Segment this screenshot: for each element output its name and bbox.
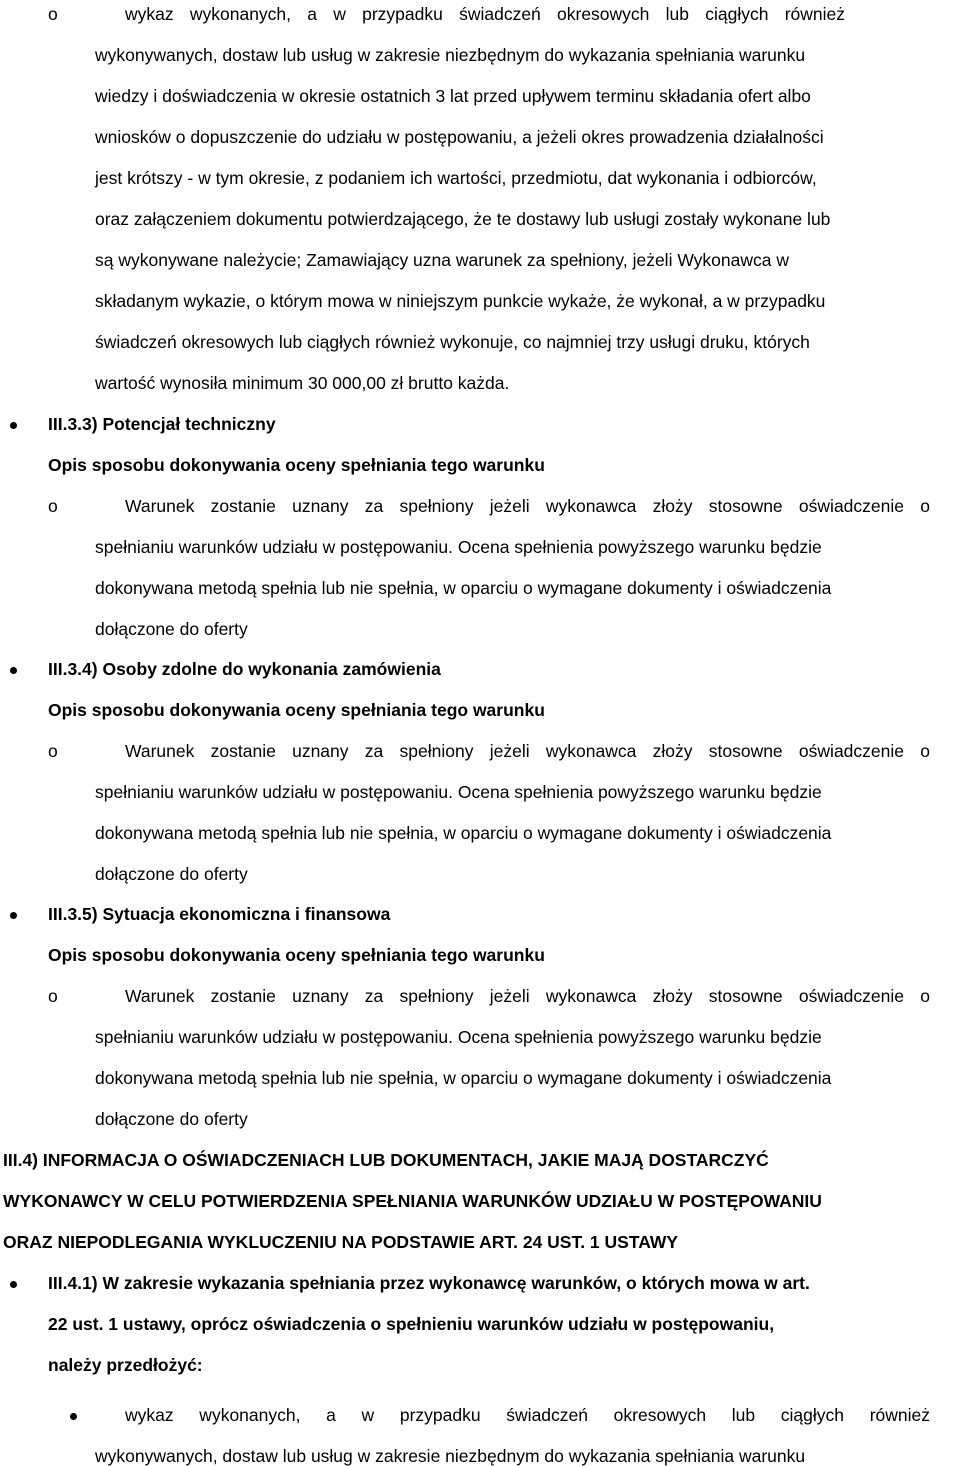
list-marker: o bbox=[48, 741, 58, 761]
point-heading: III.4.1) W zakresie wykazania spełniania przez wykonawcę warunków, o których mowa w art. bbox=[48, 1273, 810, 1293]
intro-line: wniosków o dopuszczenie do udziału w postępowaniu, a jeżeli okres prowadzenia działalności bbox=[95, 127, 824, 147]
intro-line: wartość wynosiła minimum 30 000,00 zł brutto każda. bbox=[95, 373, 510, 393]
section-line: Warunek zostanie uznany za spełniony jeżeli wykonawca złoży stosowne oświadczenie o bbox=[125, 496, 930, 516]
section-subheading: Opis sposobu dokonywania oceny spełniania tego warunku bbox=[48, 700, 545, 720]
bullet-icon bbox=[70, 1413, 77, 1420]
bullet-icon bbox=[10, 912, 17, 919]
list-line: wykonywanych, dostaw lub usług w zakresie niezbędnym do wykazania spełniania warunku bbox=[95, 1446, 806, 1466]
intro-line: wykaz wykonanych, a w przypadku świadczeń okresowych lub ciągłych również bbox=[125, 4, 845, 24]
intro-line: oraz załączeniem dokumentu potwierdzającego, że te dostawy lub usługi zostały wykonane lub bbox=[95, 209, 831, 229]
section-heading: ORAZ NIEPODLEGANIA WYKLUCZENIU NA PODSTAWIE ART. 24 UST. 1 USTAWY bbox=[3, 1232, 679, 1252]
section-line: dokonywana metodą spełnia lub nie spełnia, w oparciu o wymagane dokumenty i oświadczenia bbox=[95, 578, 832, 598]
intro-line: są wykonywane należycie; Zamawiający uzna warunek za spełniony, jeżeli Wykonawca w bbox=[95, 250, 790, 270]
section-line: spełnianiu warunków udziału w postępowaniu. Ocena spełnienia powyższego warunku będzie bbox=[95, 537, 822, 557]
section-line: dołączone do oferty bbox=[95, 1109, 248, 1129]
list-marker: o bbox=[48, 986, 58, 1006]
section-line: spełnianiu warunków udziału w postępowaniu. Ocena spełnienia powyższego warunku będzie bbox=[95, 1027, 822, 1047]
intro-line: wiedzy i doświadczenia w okresie ostatnich 3 lat przed upływem terminu składania ofert albo bbox=[95, 86, 811, 106]
bullet-icon bbox=[10, 1281, 17, 1288]
intro-line: składanym wykazie, o którym mowa w niniejszym punkcie wykaże, że wykonał, a w przypadku bbox=[95, 291, 826, 311]
intro-line: jest krótszy - w tym okresie, z podaniem ich wartości, przedmiotu, dat wykonania i odbiorców, bbox=[95, 168, 817, 188]
section-heading: WYKONAWCY W CELU POTWIERDZENIA SPEŁNIANIA WARUNKÓW UDZIAŁU W POSTĘPOWANIU bbox=[3, 1191, 822, 1211]
point-heading: należy przedłożyć: bbox=[48, 1355, 203, 1375]
list-marker: o bbox=[48, 496, 58, 516]
section-subheading: Opis sposobu dokonywania oceny spełniania tego warunku bbox=[48, 945, 545, 965]
point-heading: 22 ust. 1 ustawy, oprócz oświadczenia o spełnieniu warunków udziału w postępowaniu, bbox=[48, 1314, 775, 1334]
bullet-icon bbox=[10, 422, 17, 429]
section-line: dołączone do oferty bbox=[95, 619, 248, 639]
section-line: dokonywana metodą spełnia lub nie spełnia, w oparciu o wymagane dokumenty i oświadczenia bbox=[95, 823, 832, 843]
section-line: spełnianiu warunków udziału w postępowaniu. Ocena spełnienia powyższego warunku będzie bbox=[95, 782, 822, 802]
section-heading: III.4) INFORMACJA O OŚWIADCZENIACH LUB DOKUMENTACH, JAKIE MAJĄ DOSTARCZYĆ bbox=[3, 1150, 769, 1170]
list-line: wykaz wykonanych, a w przypadku świadczeń okresowych lub ciągłych również bbox=[125, 1405, 930, 1425]
section-line: dokonywana metodą spełnia lub nie spełnia, w oparciu o wymagane dokumenty i oświadczenia bbox=[95, 1068, 832, 1088]
section-line: Warunek zostanie uznany za spełniony jeżeli wykonawca złoży stosowne oświadczenie o bbox=[125, 741, 930, 761]
bullet-icon bbox=[10, 667, 17, 674]
section-line: dołączone do oferty bbox=[95, 864, 248, 884]
section-subheading: Opis sposobu dokonywania oceny spełniania tego warunku bbox=[48, 455, 545, 475]
section-heading: III.3.4) Osoby zdolne do wykonania zamówienia bbox=[48, 659, 441, 679]
list-marker: o bbox=[48, 4, 58, 24]
section-line: Warunek zostanie uznany za spełniony jeżeli wykonawca złoży stosowne oświadczenie o bbox=[125, 986, 930, 1006]
section-heading: III.3.5) Sytuacja ekonomiczna i finansowa bbox=[48, 904, 391, 924]
section-heading: III.3.3) Potencjał techniczny bbox=[48, 414, 276, 434]
intro-line: wykonywanych, dostaw lub usług w zakresie niezbędnym do wykazania spełniania warunku bbox=[95, 45, 806, 65]
intro-line: świadczeń okresowych lub ciągłych również wykonuje, co najmniej trzy usługi druku, których bbox=[95, 332, 810, 352]
